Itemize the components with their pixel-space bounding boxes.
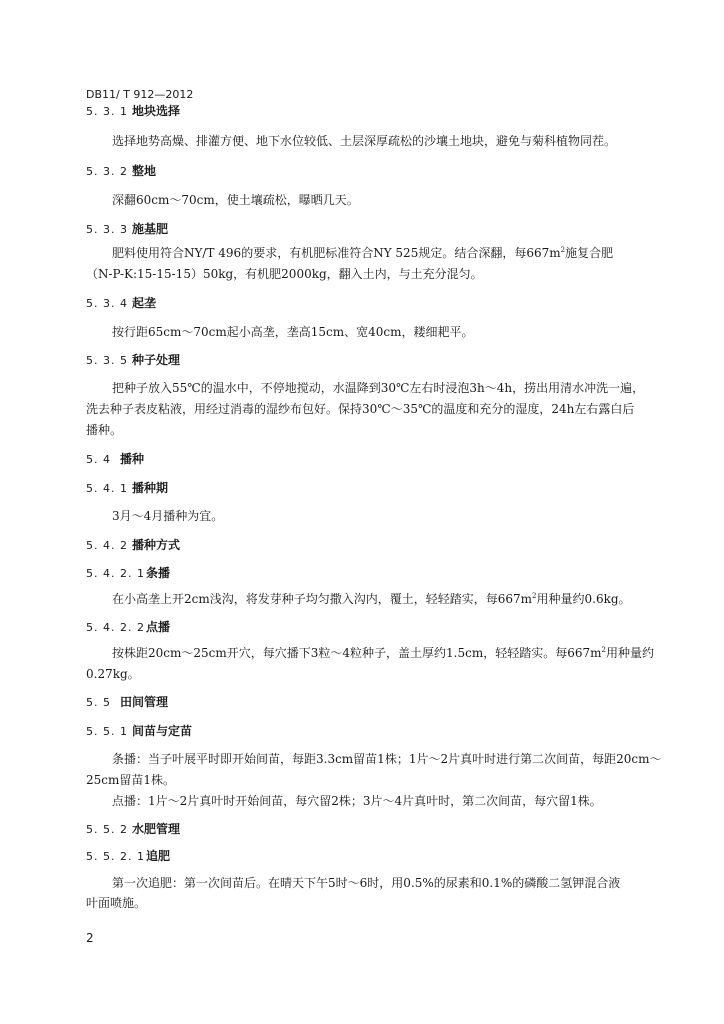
paragraph-continuation: 25cm留苗1株。	[86, 773, 176, 787]
section-title: 种子处理	[132, 353, 181, 367]
paragraph: 第一次追肥：第一次间苗后。在晴天下午5时～6时，用0.5%的尿素和0.1%的磷酸二氢钾混合液	[112, 876, 621, 890]
section-title: 间苗与定苗	[132, 724, 193, 738]
section-number: 5. 5	[86, 696, 111, 709]
section-number: 5. 3. 3	[86, 223, 128, 236]
section-number: 5. 3. 2	[86, 165, 128, 178]
paragraph-continuation: 洗去种子表皮粘液，用经过消毒的湿纱布包好。保持30℃～35℃的温度和充分的湿度，24h左右露白后	[86, 402, 635, 416]
section-heading-5-5	[86, 695, 168, 710]
paragraph: 选择地势高燥、排灌方便、地下水位较低、土层深厚疏松的沙壤土地块，避免与菊科植物同茬。	[112, 134, 617, 148]
section-number: 5. 3. 1	[86, 105, 128, 118]
section-title: 条播	[146, 566, 171, 580]
section-heading-5-4	[86, 452, 144, 467]
section-heading-5-3-4	[86, 296, 156, 311]
section-number: 5. 4. 2. 2	[86, 621, 145, 634]
paragraph	[112, 246, 613, 261]
paragraph: 点播：1片～2片真叶时开始间苗，每穴留2株；3片～4片真叶时，第二次间苗，每穴留1株。	[112, 794, 602, 808]
section-number: 5. 5. 1	[86, 725, 128, 738]
section-heading-5-3-3	[86, 222, 168, 237]
superscript: 2	[601, 646, 606, 654]
paragraph-continuation: 0.27kg。	[86, 667, 140, 681]
section-number: 5. 5. 2. 1	[86, 850, 145, 863]
superscript: 2	[532, 592, 537, 600]
section-heading-5-3-2	[86, 164, 156, 179]
paragraph	[112, 646, 654, 661]
section-heading-5-5-1	[86, 724, 192, 739]
standard-code: DB11/ T 912—2012	[86, 88, 194, 101]
section-number: 5. 5. 2	[86, 823, 128, 836]
paragraph: 把种子放入55℃的温水中，不停地搅动，水温降到30℃左右时浸泡3h～4h，捞出用清水冲洗一遍，	[112, 381, 645, 395]
page-number: 2	[86, 931, 94, 945]
section-number: 5. 3. 5	[86, 354, 128, 367]
text-run: 用种量约	[605, 646, 654, 660]
paragraph: 3月～4月播种为宜。	[112, 509, 224, 523]
section-number: 5. 3. 4	[86, 297, 128, 310]
section-title: 追肥	[146, 849, 171, 863]
section-heading-5-4-2-1	[86, 566, 170, 581]
section-heading-5-4-2-2	[86, 620, 170, 635]
section-title: 整地	[132, 164, 157, 178]
section-heading-5-4-1	[86, 481, 168, 496]
section-title: 播种期	[132, 481, 169, 495]
section-title: 点播	[146, 620, 171, 634]
text-run: 按株距20cm～25cm开穴，每穴播下3粒～4粒种子，盖土厚约1.5cm，轻轻踏实。每667m	[112, 646, 602, 660]
superscript: 2	[560, 246, 566, 254]
section-title: 播种方式	[132, 538, 181, 552]
section-heading-5-4-2	[86, 538, 180, 553]
paragraph-continuation: （N-P-K:15-15-15）50kg，有机肥2000kg，翻入土内，与土充分混匀。	[86, 267, 483, 281]
text-run: 在小高垄上开2cm浅沟，将发芽种子均匀撒入沟内，覆土，轻轻踏实，每667m	[112, 592, 533, 606]
section-heading-5-3-1	[86, 104, 180, 119]
section-heading-5-5-2	[86, 822, 180, 837]
section-number: 5. 4. 2. 1	[86, 567, 145, 580]
section-title: 起垄	[132, 296, 157, 310]
section-number: 5. 4	[86, 453, 111, 466]
text-run: 用种量约0.6kg。	[536, 592, 631, 606]
section-heading-5-5-2-1	[86, 849, 170, 864]
paragraph-continuation: 叶面喷施。	[86, 896, 147, 910]
paragraph	[112, 592, 631, 607]
paragraph-continuation: 播种。	[86, 423, 123, 437]
section-title: 田间管理	[120, 695, 169, 709]
section-number: 5. 4. 1	[86, 482, 128, 495]
section-title: 地块选择	[132, 104, 181, 118]
section-title: 播种	[120, 452, 145, 466]
section-heading-5-3-5	[86, 353, 180, 368]
section-title: 水肥管理	[132, 822, 181, 836]
paragraph: 按行距65cm～70cm起小高垄，垄高15cm、宽40cm，耧细耙平。	[112, 325, 474, 339]
section-title: 施基肥	[132, 222, 169, 236]
paragraph: 条播：当子叶展平时即开始间苗，每距3.3cm留苗1株；1片～2片真叶时进行第二次间苗，每距20cm～	[112, 752, 662, 766]
section-number: 5. 4. 2	[86, 539, 128, 552]
text-run: 肥料使用符合NY/T 496的要求，有机肥标准符合NY 525规定。结合深翻，每667m	[112, 246, 561, 260]
text-run: 施复合肥	[565, 246, 614, 260]
paragraph: 深翻60cm～70cm，使土壤疏松，曝晒几天。	[112, 193, 359, 207]
